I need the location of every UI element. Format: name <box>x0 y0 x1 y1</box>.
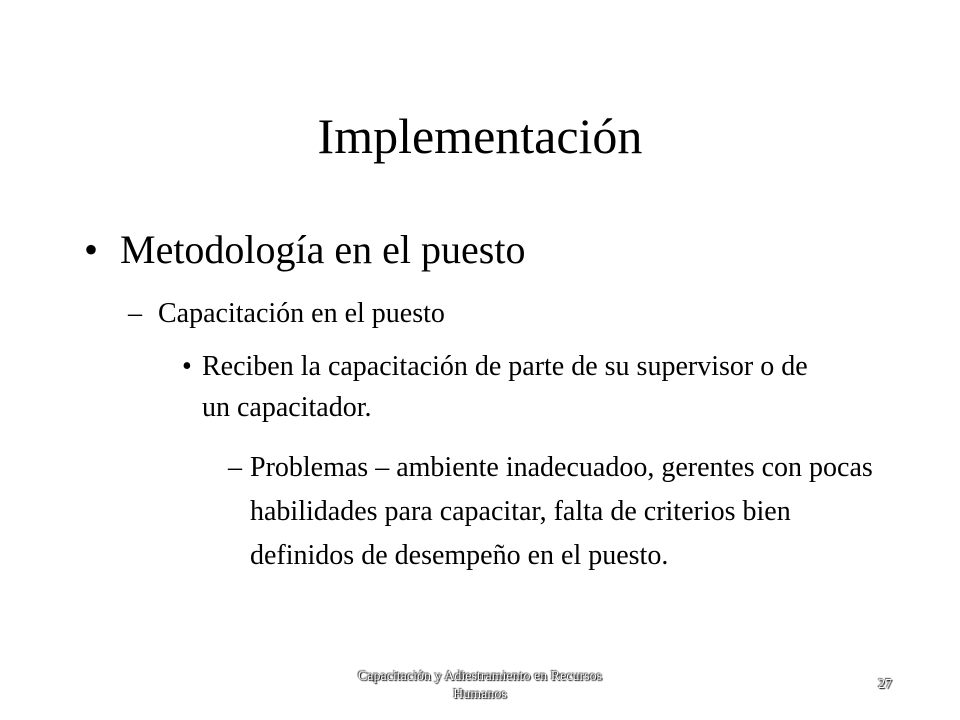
slide-title: Implementación <box>317 108 643 164</box>
bullet-dot-icon: • <box>84 227 99 272</box>
bullet-level1-text: Metodología en el puesto <box>120 227 526 272</box>
footer-line1: Capacitación y Adiestramiento en Recursos <box>357 669 603 684</box>
bullet-dash-icon: – <box>128 298 142 329</box>
bullet-level2 <box>128 294 445 334</box>
bullet-level3-text: Reciben la capacitación de parte de su supervisor o de un capacitador. <box>202 351 808 423</box>
bullet-level4 <box>228 446 888 578</box>
bullet-dot-icon: • <box>182 351 192 382</box>
bullet-dash-icon: – <box>228 452 242 483</box>
footer-line2: Humanos <box>453 687 507 702</box>
bullet-level3 <box>182 346 842 428</box>
bullet-level1 <box>84 222 525 278</box>
slide-footer <box>280 668 680 704</box>
page-number: 27 <box>878 677 892 692</box>
bullet-level2-text: Capacitación en el puesto <box>158 298 445 329</box>
bullet-level4-text: Problemas – ambiente inadecuadoo, gerentes con pocas habilidades para capacitar, falta de criterios bien definidos de desempeño en el puesto. <box>250 452 873 571</box>
